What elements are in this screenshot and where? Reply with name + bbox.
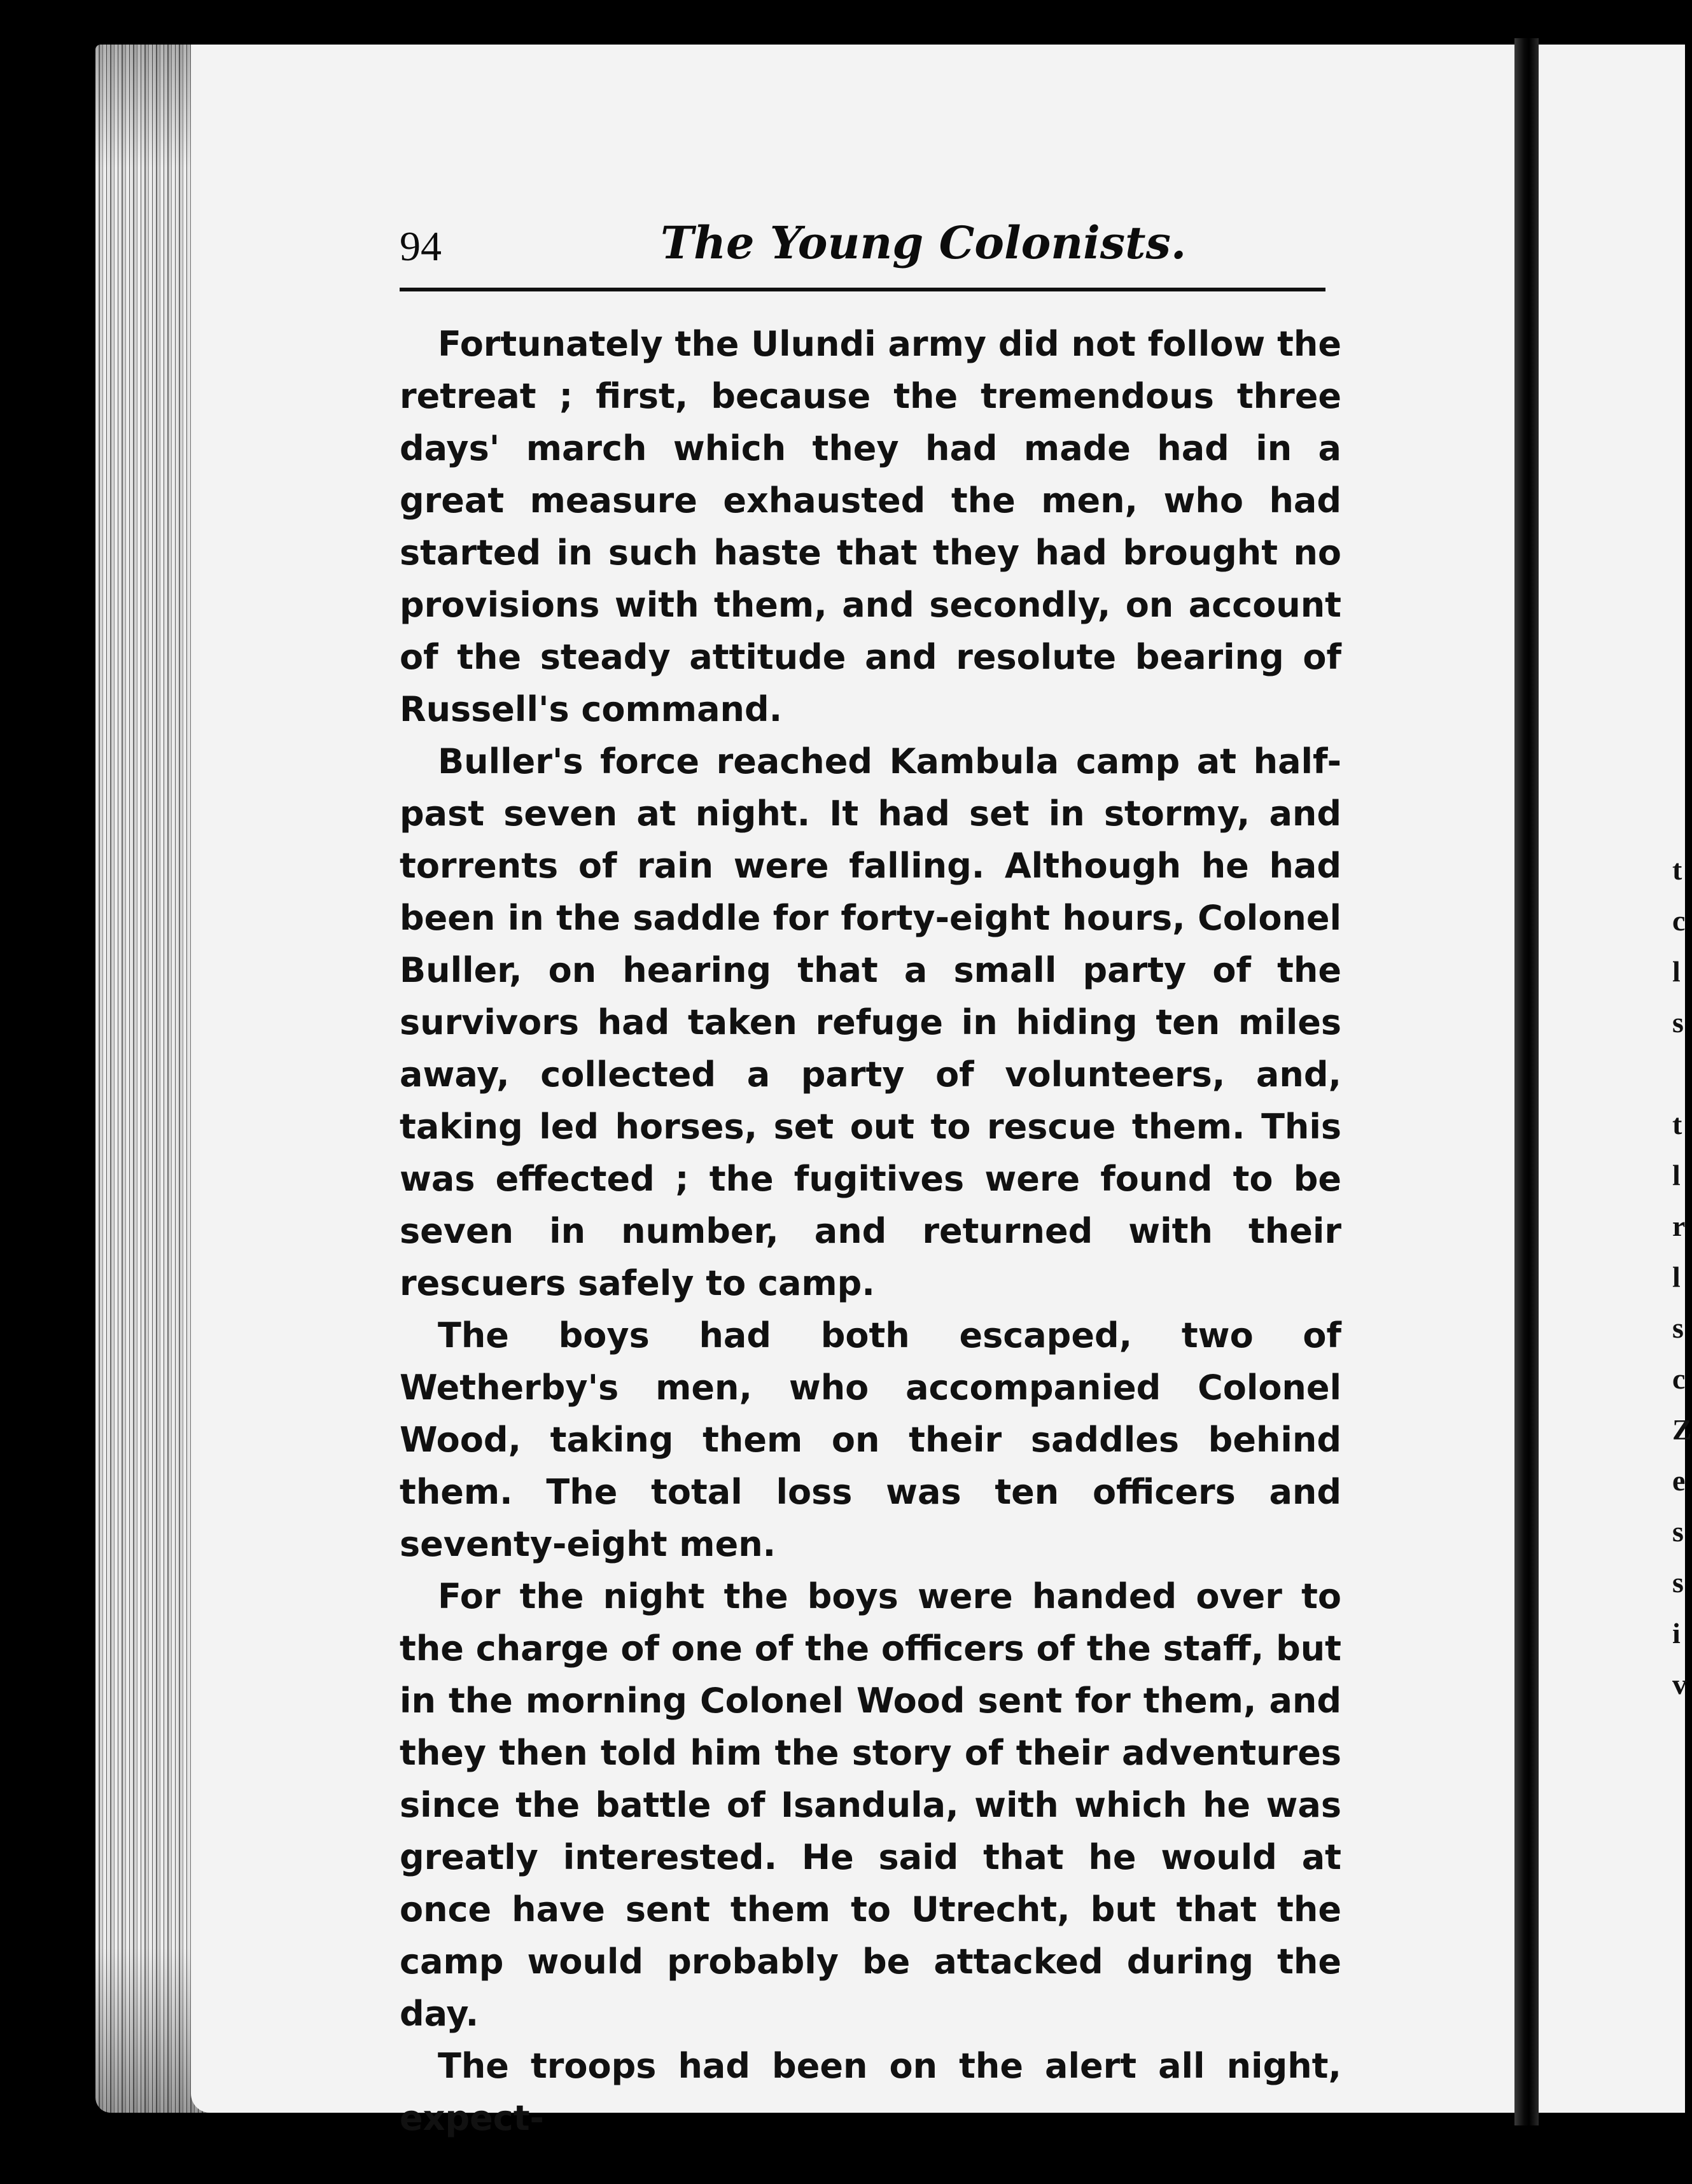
facing-fragment: r (1672, 1210, 1686, 1242)
paragraph: The boys had both escaped, two of Wetherby's men, who accompanied Colonel Wood, taking them on their saddles behind them. The total loss was ten officers and seventy-eight men. (400, 1315, 1341, 1564)
header-rule (400, 288, 1325, 291)
paragraph: For the night the boys were handed over to the charge of one of the officers of the staff, but in the morning Colonel Wood sent for them, and they then told him the story of their adventures since the battle of Isandula, with which he was greatly interested. He said that he would at once have sent them to Utrecht, but that the camp would probably be attacked during the day. (400, 1576, 1341, 2034)
body-text (400, 318, 1341, 2145)
running-title: The Young Colonists. (661, 216, 1187, 269)
paragraph: Fortunately the Ulundi army did not follow the retreat ; first, because the tremendous three days' march which they had made had in a great measure exhausted the men, who had started in such haste that they had brought no provisions with them, and secondly, on account of the steady attitude and resolute bearing of Russell's command. (400, 324, 1341, 729)
facing-fragment: c (1672, 1362, 1686, 1395)
facing-fragment: v (1672, 1668, 1687, 1700)
facing-fragment: l (1672, 955, 1681, 988)
book-gutter (1514, 38, 1539, 2125)
page-number: 94 (400, 223, 442, 270)
facing-fragment: l (1672, 1159, 1681, 1191)
facing-fragment: t (1672, 1108, 1682, 1140)
facing-fragment: s (1672, 1566, 1684, 1599)
paragraph: Buller's force reached Kambula camp at half-past seven at night. It had set in stormy, and torrents of rain were falling. Although he had been in the saddle for forty-eight hours, Colonel Buller, on hearing that a small party of the survivors had taken refuge in hiding ten miles away, collected a party of volunteers, and, taking led horses, set out to rescue them. This was effected ; the fugitives were found to be seven in number, and returned with their rescuers safely to camp. (400, 741, 1341, 1303)
facing-fragment: i (1672, 1617, 1681, 1649)
facing-page (1539, 45, 1685, 2113)
facing-fragment: Z (1672, 1413, 1692, 1446)
facing-fragment: c (1672, 904, 1686, 937)
facing-fragment: s (1672, 1006, 1684, 1039)
facing-fragment: t (1672, 853, 1682, 886)
facing-fragment: e (1672, 1464, 1686, 1497)
facing-fragment: s (1672, 1312, 1684, 1344)
facing-fragment: s (1672, 1515, 1684, 1548)
paragraph: The troops had been on the alert all night, expect- (400, 2046, 1341, 2138)
page-header (400, 210, 1341, 286)
facing-fragment: l (1672, 1261, 1681, 1293)
